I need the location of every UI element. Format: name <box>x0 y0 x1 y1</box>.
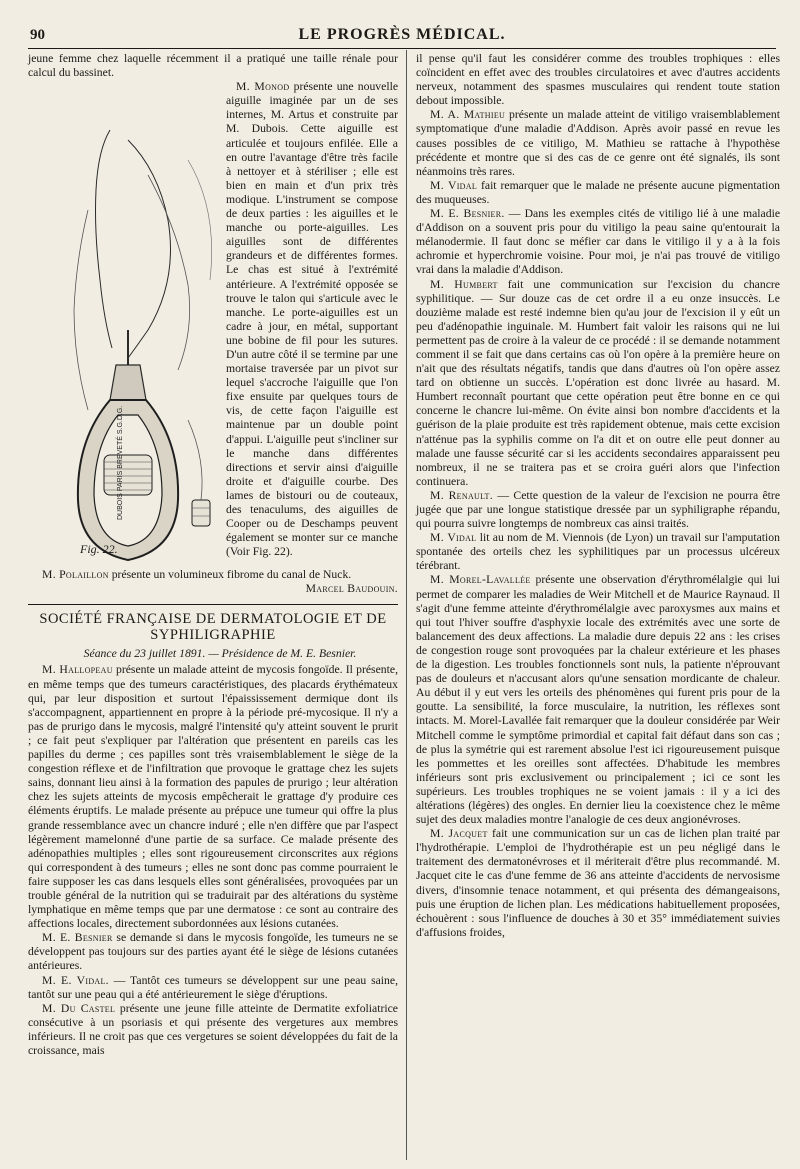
paragraph-text: — Cette question de la valeur de l'excision ne pourra être jugée que par une longue statistique dressée par un syphiligraphe répandu, qui pourra suivre longtemps de nombreux cas ainsi traités. <box>416 488 781 531</box>
paragraph-text: fait remarquer que le malade ne présente aucune pigmentation des muqueuses. <box>416 178 781 206</box>
vidal-viennois-paragraph <box>416 531 780 573</box>
speaker-name: M. Polaillon <box>42 568 109 582</box>
paragraph-text: — Tantôt ces tumeurs se développent sur une peau saine, tantôt sur une peau qui a été antérieurement le siège d'éruptions. <box>28 973 399 1001</box>
speaker-name: M. Monod <box>236 80 290 94</box>
paragraph-text: présente un malade atteint de mycosis fongoïde. Il présente, en même temps que des tumeurs caractéristiques, des placards érythémateux qui, par leur disposition et surtout l'épaississement dermique dont ils s'accompagnent, appartiennent en propre à la période pré-mycosique. Il n'y a pas de prurigo dans le mycosis, malgré l'intensité qu'y atteint souvent le prurit ; ce fait peut s'expliquer par l'altération que présentent en pareils cas les papilles du derme ; ces papilles sont très vraisemblablement le siège de la congestion réflexe et de l'infiltration que provoque le grattage chez les sujets sains, donnant lieu ainsi à la formation des papules de prurigo ; leur altération chez les sujets atteints de mycosis empêcherait le grattage d'y produire ces éléments éruptifs. Le malade présente au prépuce une tumeur qui offre la plus grande ressemblance avec un chancre induré ; elle n'en diffère que par l'aspect légèrement mamelonné d'une partie de sa surface. Ce malade présente des adénopathies multiples ; elles sont rigoureusement circonscrites aux régions qui correspondent à des tumeurs ; elles ne sont donc pas comme pourraient le faire supposer les cas dans lesquels elles sont généralisées, provoquées par un trouble général de la nutrition qui se traduirait par des altérations du système lymphatique en même temps que par une dermatose : ce sont au contraire des affections locales, directement subordonnées aux lésions cutanées. <box>28 663 398 931</box>
page-number: 90 <box>30 27 45 43</box>
figure-engraving-text: DUBOIS PARIS BREVETÉ S.G.D.G. <box>117 405 124 521</box>
journal-title: LE PROGRÈS MÉDICAL. <box>298 26 506 43</box>
humbert-paragraph <box>416 278 780 489</box>
speaker-name: M. Renault. <box>430 488 493 502</box>
besnier-paragraph <box>28 931 398 973</box>
paragraph-text: lit au nom de M. Viennois (de Lyon) un travail sur l'amputation spontanée des orteils chez les syphilitiques par un processus ulcéreux térébrant. <box>416 531 780 573</box>
paragraph-text: se demande si dans le mycosis fongoïde, les tumeurs ne se développent pas toujours sur des parties ayant été le siège de lésions cutanées antérieures. <box>28 931 398 973</box>
speaker-name: M. Vidal <box>430 531 477 545</box>
paragraph-text: fait une communication sur un cas de lichen plan traité par l'hydrothérapie. L'emploi de l'hydrothérapie est un peu négligé dans le traitement des dermatonévroses et il mériterait d'être plus recommandé. M. Jacquet cite le cas d'une femme de 36 ans atteinte d'accidents de nervosisme divers, d'insomnie tenace notamment, et qui présenta des démangeaisons, puis une éruption de lichen plan. Les médications habituellement proposées, échouèrent : sous l'influence de douches à 30 et 35° immédiatement suivies d'affusions froides, <box>416 827 780 939</box>
right-column <box>416 52 780 940</box>
paragraph-text: fait une communication sur l'excision du chancre syphilitique. — Sur douze cas de cet ordre il a eu onze insuccès. Le douzième malade est resté indemne bien qu'au jour de l'excision il y eût un peu d'adénopathie inguinale. M. Humbert fait valoir les raisons qui ne lui permettent pas de croire à la valeur de ce procédé : il se demande notamment comment il se fait que dans certains cas où l'on opère à la première heure on n'ait que des résultats négatifs, tandis que dans d'autres où l'on opère assez tard on obtienne un succès. L'opération est donc livrée au hasard. M. Humbert reconnaît pourtant que cette opération peut être bonne en ce qui concerne le chancre lui-même. On évite ainsi bon nombre d'accidents et la guérison de la plaie produite est très rapidement obtenue, mais cette excision n'atténue pas la syphilis comme on l'a dit et on outre elle peut donner au malade une fausse sécurité car si les accidents secondaires apparaissent peu nombreux, il ne se traitera pas et se croira guéri alors que l'infection continuera. <box>416 277 780 488</box>
left-column <box>28 52 398 1058</box>
speaker-name: M. E. Besnier <box>42 931 113 945</box>
paragraph-text: — Dans les exemples cités de vitiligo lié à une maladie d'Addison on a souvent pris pour du vitiligo la peau saine qu'entourait la mélanodermie. Il faut donc se méfier car dans le vitiligo il y a à la fois achromie et hyperchromie voisine. Pour moi, je n'ai pas trouvé de vitiligo vrai dans la maladie d'Addison. <box>416 207 781 277</box>
paragraph-text: présente un volumineux fibrome du canal de Nuck. <box>111 568 352 582</box>
speaker-name: M. Vidal <box>430 178 478 192</box>
paragraph-text: présente un malade atteint de vitiligo vraisemblablement symptomatique d'une maladie d'Addison. Après avoir passé en revue les causes possibles de ce vitiligo, M. Mathieu se rattache à l'hypothèse précédente et montre que si des cas de ce genre ont été signalés, ils sont néanmoins très rares. <box>416 108 780 178</box>
section-title: SOCIÉTÉ FRANÇAISE DE DERMATOLOGIE ET DE SYPHILIGRAPHIE <box>28 604 398 643</box>
speaker-name: M. E. Vidal. <box>42 973 109 987</box>
page-header <box>28 26 776 49</box>
renault-paragraph <box>416 489 780 531</box>
column-divider <box>406 50 407 1160</box>
needle-holder-illustration <box>28 80 224 568</box>
besnier-reply-paragraph <box>416 207 780 277</box>
monod-paragraph <box>226 80 398 559</box>
intro-paragraph: jeune femme chez laquelle récemment il a pratiqué une taille rénale pour calcul du bassinet. <box>28 52 398 80</box>
speaker-name: M. Hallopeau <box>42 663 113 677</box>
figure-caption: Fig. 22. <box>80 542 118 557</box>
paragraph-text: présente une nouvelle aiguille imaginée par un de ses internes, M. Artus et construite par M. Dubois. Cette aiguille est articulée et toujours enfilée. Elle a en outre l'avantage d'être très facile à nettoyer et à stériliser ; elle est bien en main et d'un prix très modique. L'instrument se compose de deux parties : les aiguilles et le manche ou porte-aiguilles. Les aiguilles sont de différentes grandeurs et de différentes formes. Le chas est situé à l'extrémité antérieure. A l'extrémité opposée se trouve le talon qui s'articule avec le manche. Le porte-aiguilles est un cadre à jour, en métal, supportant une bobine de fil pour les sutures. D'un autre côté il se termine par une mortaise traversée par un pivot sur lequel s'accroche l'aiguille que l'on fixe ensuite par quelques tours de vis, de cette façon l'aiguille est maintenue par un double point d'appui. L'aiguille peut s'incliner sur le manche dans différentes directions et servir ainsi d'aiguille droite et d'aiguille courbe. Des lames de bistouri ou de couteaux, des tenaculums, des aiguilles de Cooper ou de Deschamps peuvent également se monter sur ce manche (Voir Fig. 22). <box>226 80 399 559</box>
speaker-name: M. Morel-Lavallée <box>430 573 531 587</box>
author-signature: Marcel Baudouin. <box>305 582 398 596</box>
polaillon-paragraph <box>28 568 398 582</box>
paragraph-text: présente une jeune fille atteinte de Dermatite exfoliatrice consécutive à un psoriasis et qui présente des vergetures aux membres inférieurs. Il ne croit pas que ces vergetures se soient développées du fait de la croissance, mais <box>28 1001 398 1057</box>
figure-22 <box>28 80 398 568</box>
paragraph-text: présente une observation d'érythromélalgie qui lui permet de comparer les maladies de Weir Mitchell et de Maurice Raynaud. Il s'agit d'une femme atteinte d'érythromélalgie avec paroxysmes aux mains et qui tout l'hiver souffre d'asphyxie locale des extrémités avec une sorte de balancement des deux affections. La maladie dure depuis 22 ans : les crises de congestion rouge sont provoquées par la chaleur extérieure et les phases de la digestion. Les troubles fonctionnels sont nuls, la patiente n'éprouvant pas de douleurs et n'accusant alors qu'une sensation mordicante de chaleur. Au début il y eut vers les orteils des phénomènes qui furent pris pour de la goutte. La sensibilité, la force musculaire, la nutrition, les réflexes sont intacts. M. Morel-Lavallée fait remarquer que la douleur considérée par Weir Mitchell comme le symptôme primordial et capital fait défaut dans son cas ; de plus la symétrie qui est rarement absolue l'est ici rigoureusement puisque les pommettes et les oreilles sont affectées. D'habitude les membres inférieurs sont pris exclusivement ou principalement ; ici ce sont les supérieurs. Les troubles trophiques ne se voient jamais : il y a ici des altérations (légères) des ongles. En dernier lieu la coexistence chez le même sujet des deux maladies montre l'analogie de ces deux angionévroses. <box>416 573 780 827</box>
mathieu-paragraph <box>416 108 780 178</box>
speaker-name: M. Du Castel <box>42 1001 116 1015</box>
session-line: Séance du 23 juillet 1891. — Présidence de M. E. Besnier. <box>83 647 357 661</box>
morel-lavallee-paragraph <box>416 573 780 827</box>
speaker-name: M. Jacquet <box>430 827 488 841</box>
speaker-name: M. A. Mathieu <box>430 108 506 122</box>
speaker-name: M. E. Besnier. <box>430 207 505 221</box>
jacquet-paragraph <box>416 827 780 940</box>
vidal-remark-paragraph <box>416 179 780 207</box>
hallopeau-paragraph <box>28 663 398 931</box>
continued-paragraph: il pense qu'il faut les considérer comme des troubles trophiques : elles coïncident en effet avec des troubles circulatoires et avec d'autres accidents nerveux, notamment des spasmes musculaires qui rendent toute station debout impossible. <box>416 52 780 108</box>
speaker-name: M. Humbert <box>430 277 498 291</box>
castel-paragraph <box>28 1002 398 1058</box>
vidal-paragraph <box>28 974 398 1002</box>
